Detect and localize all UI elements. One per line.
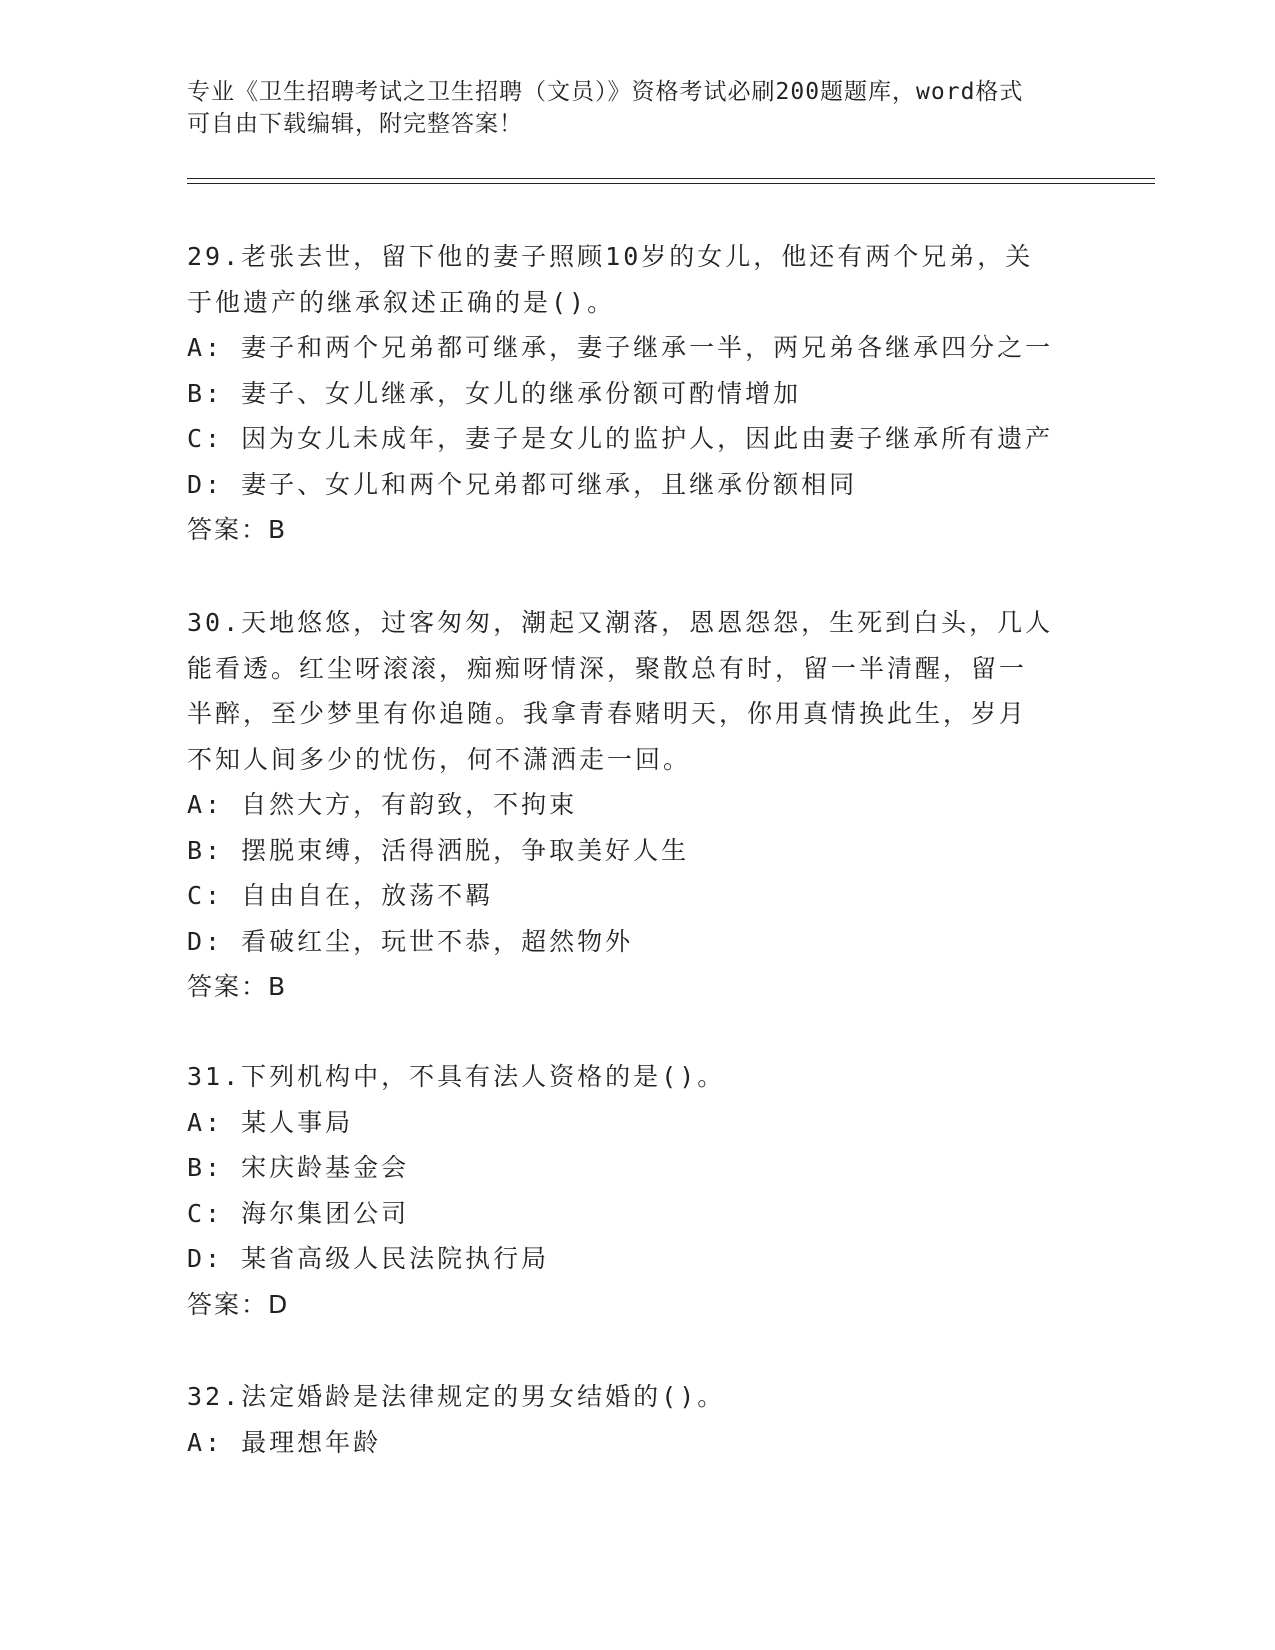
option-b: B: 宋庆龄基金会 [187, 1153, 410, 1182]
header-divider-top [187, 178, 1155, 179]
question-31 [187, 1054, 1087, 1327]
stem-line: 能看透。红尘呀滚滚，痴痴呀情深，聚散总有时，留一半清醒，留一 [187, 653, 1028, 683]
stem-line: 32.法定婚龄是法律规定的男女结婚的()。 [187, 1382, 726, 1411]
option-b: B: 摆脱束缚，活得洒脱，争取美好人生 [187, 835, 690, 865]
option-a: A: 自然大方，有韵致，不拘束 [187, 790, 578, 819]
question-stem [187, 600, 1087, 782]
option-a: A: 妻子和两个兄弟都可继承，妻子继承一半，两兄弟各继承四分之一 [187, 333, 1054, 362]
question-stem [187, 234, 1087, 325]
stem-line: 半醉，至少梦里有你追随。我拿青春赌明天，你用真情换此生，岁月 [187, 699, 1028, 728]
answer: 答案：B [187, 972, 288, 1001]
question-stem [187, 1054, 1087, 1100]
option-c: C: 因为女儿未成年，妻子是女儿的监护人，因此由妻子继承所有遗产 [187, 424, 1054, 453]
option-d: D: 看破红尘，玩世不恭，超然物外 [187, 926, 634, 956]
stem-line: 29.老张去世，留下他的妻子照顾10岁的女儿，他还有两个兄弟，关 [187, 242, 1034, 271]
option-a: A: 最理想年龄 [187, 1427, 382, 1457]
stem-line: 于他遗产的继承叙述正确的是()。 [187, 287, 616, 317]
option-d: D: 某省高级人民法院执行局 [187, 1244, 550, 1273]
header-line-1: 专业《卫生招聘考试之卫生招聘（文员）》资格考试必刷200题题库，word格式 [187, 79, 1024, 105]
option-c: C: 自由自在，放荡不羁 [187, 881, 494, 910]
question-29 [187, 234, 1087, 553]
question-32 [187, 1374, 1087, 1465]
header-line-2: 可自由下载编辑，附完整答案！ [187, 111, 523, 137]
answer: 答案：D [187, 1289, 290, 1319]
question-stem [187, 1374, 1087, 1420]
document-header [187, 76, 1067, 140]
header-divider-bottom [187, 183, 1155, 184]
option-a: A: 某人事局 [187, 1107, 354, 1137]
answer: 答案：B [187, 515, 288, 544]
option-b: B: 妻子、女儿继承，女儿的继承份额可酌情增加 [187, 378, 802, 408]
option-d: D: 妻子、女儿和两个兄弟都可继承，且继承份额相同 [187, 469, 858, 499]
stem-line: 不知人间多少的忧伤，何不潇洒走一回。 [187, 744, 692, 774]
stem-line: 30.天地悠悠，过客匆匆，潮起又潮落，恩恩怨怨，生死到白头，几人 [187, 608, 1054, 637]
stem-line: 31.下列机构中，不具有法人资格的是()。 [187, 1062, 726, 1091]
question-30 [187, 600, 1087, 1010]
option-c: C: 海尔集团公司 [187, 1198, 410, 1228]
